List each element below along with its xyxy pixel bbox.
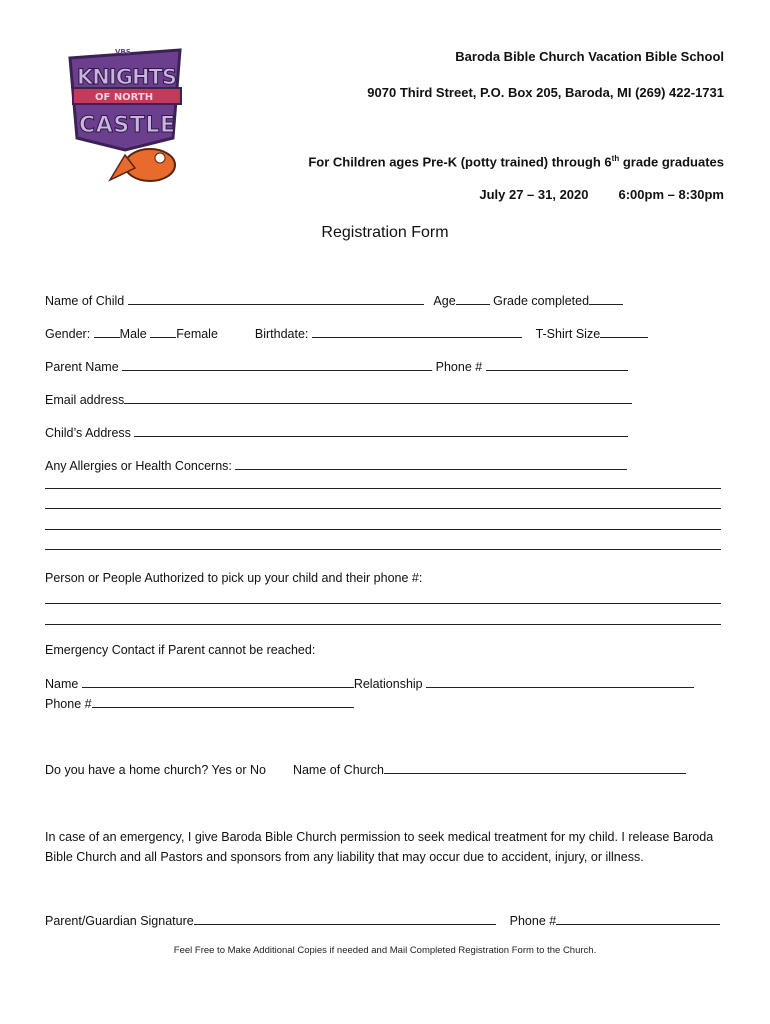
field-tshirt[interactable]: [600, 326, 648, 338]
field-emergency-name[interactable]: [82, 676, 354, 688]
label-signature: Parent/Guardian Signature: [45, 914, 194, 928]
field-relationship[interactable]: [426, 676, 694, 688]
age-range: [308, 154, 724, 169]
label-birthdate: Birthdate:: [254, 327, 309, 341]
field-birthdate[interactable]: [312, 326, 522, 338]
age-range-text: For Children ages Pre-K (potty trained) through 6: [308, 154, 612, 170]
label-gender: Gender:: [45, 327, 91, 341]
label-grade-completed: Grade completed: [493, 294, 590, 308]
age-range-text-end: grade graduates: [619, 154, 724, 170]
label-parent-name: Parent Name: [45, 360, 119, 374]
allergies-line-1[interactable]: [45, 488, 721, 489]
org-name: Baroda Bible Church Vacation Bible School: [455, 49, 724, 64]
event-date-range: July 27 – 31, 2020: [479, 187, 589, 202]
field-phone[interactable]: [486, 359, 628, 371]
row-home-church: [45, 762, 686, 777]
allergies-line-3[interactable]: [45, 529, 721, 530]
label-name-of-church: Name of Church: [292, 763, 384, 777]
label-email: Email address: [45, 393, 125, 407]
field-signature[interactable]: [194, 913, 496, 925]
label-age: Age: [433, 294, 456, 308]
field-name-of-church[interactable]: [384, 762, 686, 774]
label-name-of-child: Name of Child: [45, 294, 125, 308]
field-parent-name[interactable]: [122, 359, 432, 371]
release-statement: In case of an emergency, I give Baroda Bible Church permission to seek medical treatment for my child. I release Baroda Bible Church and all Pastors and sponsors from any liability that may occur due to accident, injury, or illness.: [45, 830, 714, 864]
label-child-address: Child’s Address: [45, 426, 131, 440]
label-phone: Phone #: [435, 360, 483, 374]
row-child-address: [45, 425, 628, 440]
logo-line2: OF NORTH: [95, 92, 154, 103]
pickup-line-2[interactable]: [45, 624, 721, 625]
label-tshirt: T-Shirt Size: [535, 327, 601, 341]
logo-badge: VBS: [115, 48, 131, 56]
event-dates: [479, 187, 724, 202]
field-female[interactable]: [150, 326, 176, 338]
age-range-sup: th: [611, 154, 620, 163]
pickup-line-1[interactable]: [45, 603, 721, 604]
label-emergency-contact: Emergency Contact if Parent cannot be reached:: [45, 643, 316, 657]
label-emergency-name: Name: [45, 677, 79, 691]
row-child-name: [45, 293, 623, 308]
label-home-church: Do you have a home church? Yes or No: [45, 763, 266, 777]
row-email: [45, 392, 632, 407]
row-allergies: [45, 458, 627, 473]
allergies-line-2[interactable]: [45, 508, 721, 509]
field-name-of-child[interactable]: [128, 293, 424, 305]
label-male: Male: [119, 327, 147, 341]
field-signature-phone[interactable]: [556, 913, 720, 925]
vbs-logo: [55, 40, 195, 190]
row-signature: [45, 913, 720, 928]
field-email[interactable]: [124, 392, 632, 404]
label-female: Female: [176, 327, 218, 341]
footer-note: Feel Free to Make Additional Copies if needed and Mail Completed Registration Form to the Church.: [173, 945, 597, 956]
label-allergies: Any Allergies or Health Concerns:: [45, 459, 232, 473]
label-emergency-phone: Phone #: [45, 697, 92, 711]
row-parent-name: [45, 359, 628, 374]
field-age[interactable]: [456, 293, 490, 305]
field-male[interactable]: [94, 326, 120, 338]
logo-line1: KNIGHTS: [77, 65, 177, 89]
event-time-range: 6:00pm – 8:30pm: [618, 187, 724, 202]
row-emergency-phone: [45, 696, 354, 711]
field-allergies[interactable]: [235, 458, 627, 470]
row-gender: [45, 326, 648, 341]
field-emergency-phone[interactable]: [92, 696, 354, 708]
logo-line3: CASTLE: [79, 113, 175, 138]
label-authorized-pickup: Person or People Authorized to pick up your child and their phone #:: [45, 571, 423, 585]
field-child-address[interactable]: [134, 425, 628, 437]
row-emergency-name: [45, 676, 694, 691]
label-signature-phone: Phone #: [509, 914, 557, 928]
org-address: 9070 Third Street, P.O. Box 205, Baroda, MI (269) 422-1731: [367, 85, 724, 100]
allergies-line-4[interactable]: [45, 549, 721, 550]
form-title: Registration Form: [321, 224, 449, 241]
field-grade-completed[interactable]: [589, 293, 623, 305]
label-relationship: Relationship: [353, 677, 423, 691]
